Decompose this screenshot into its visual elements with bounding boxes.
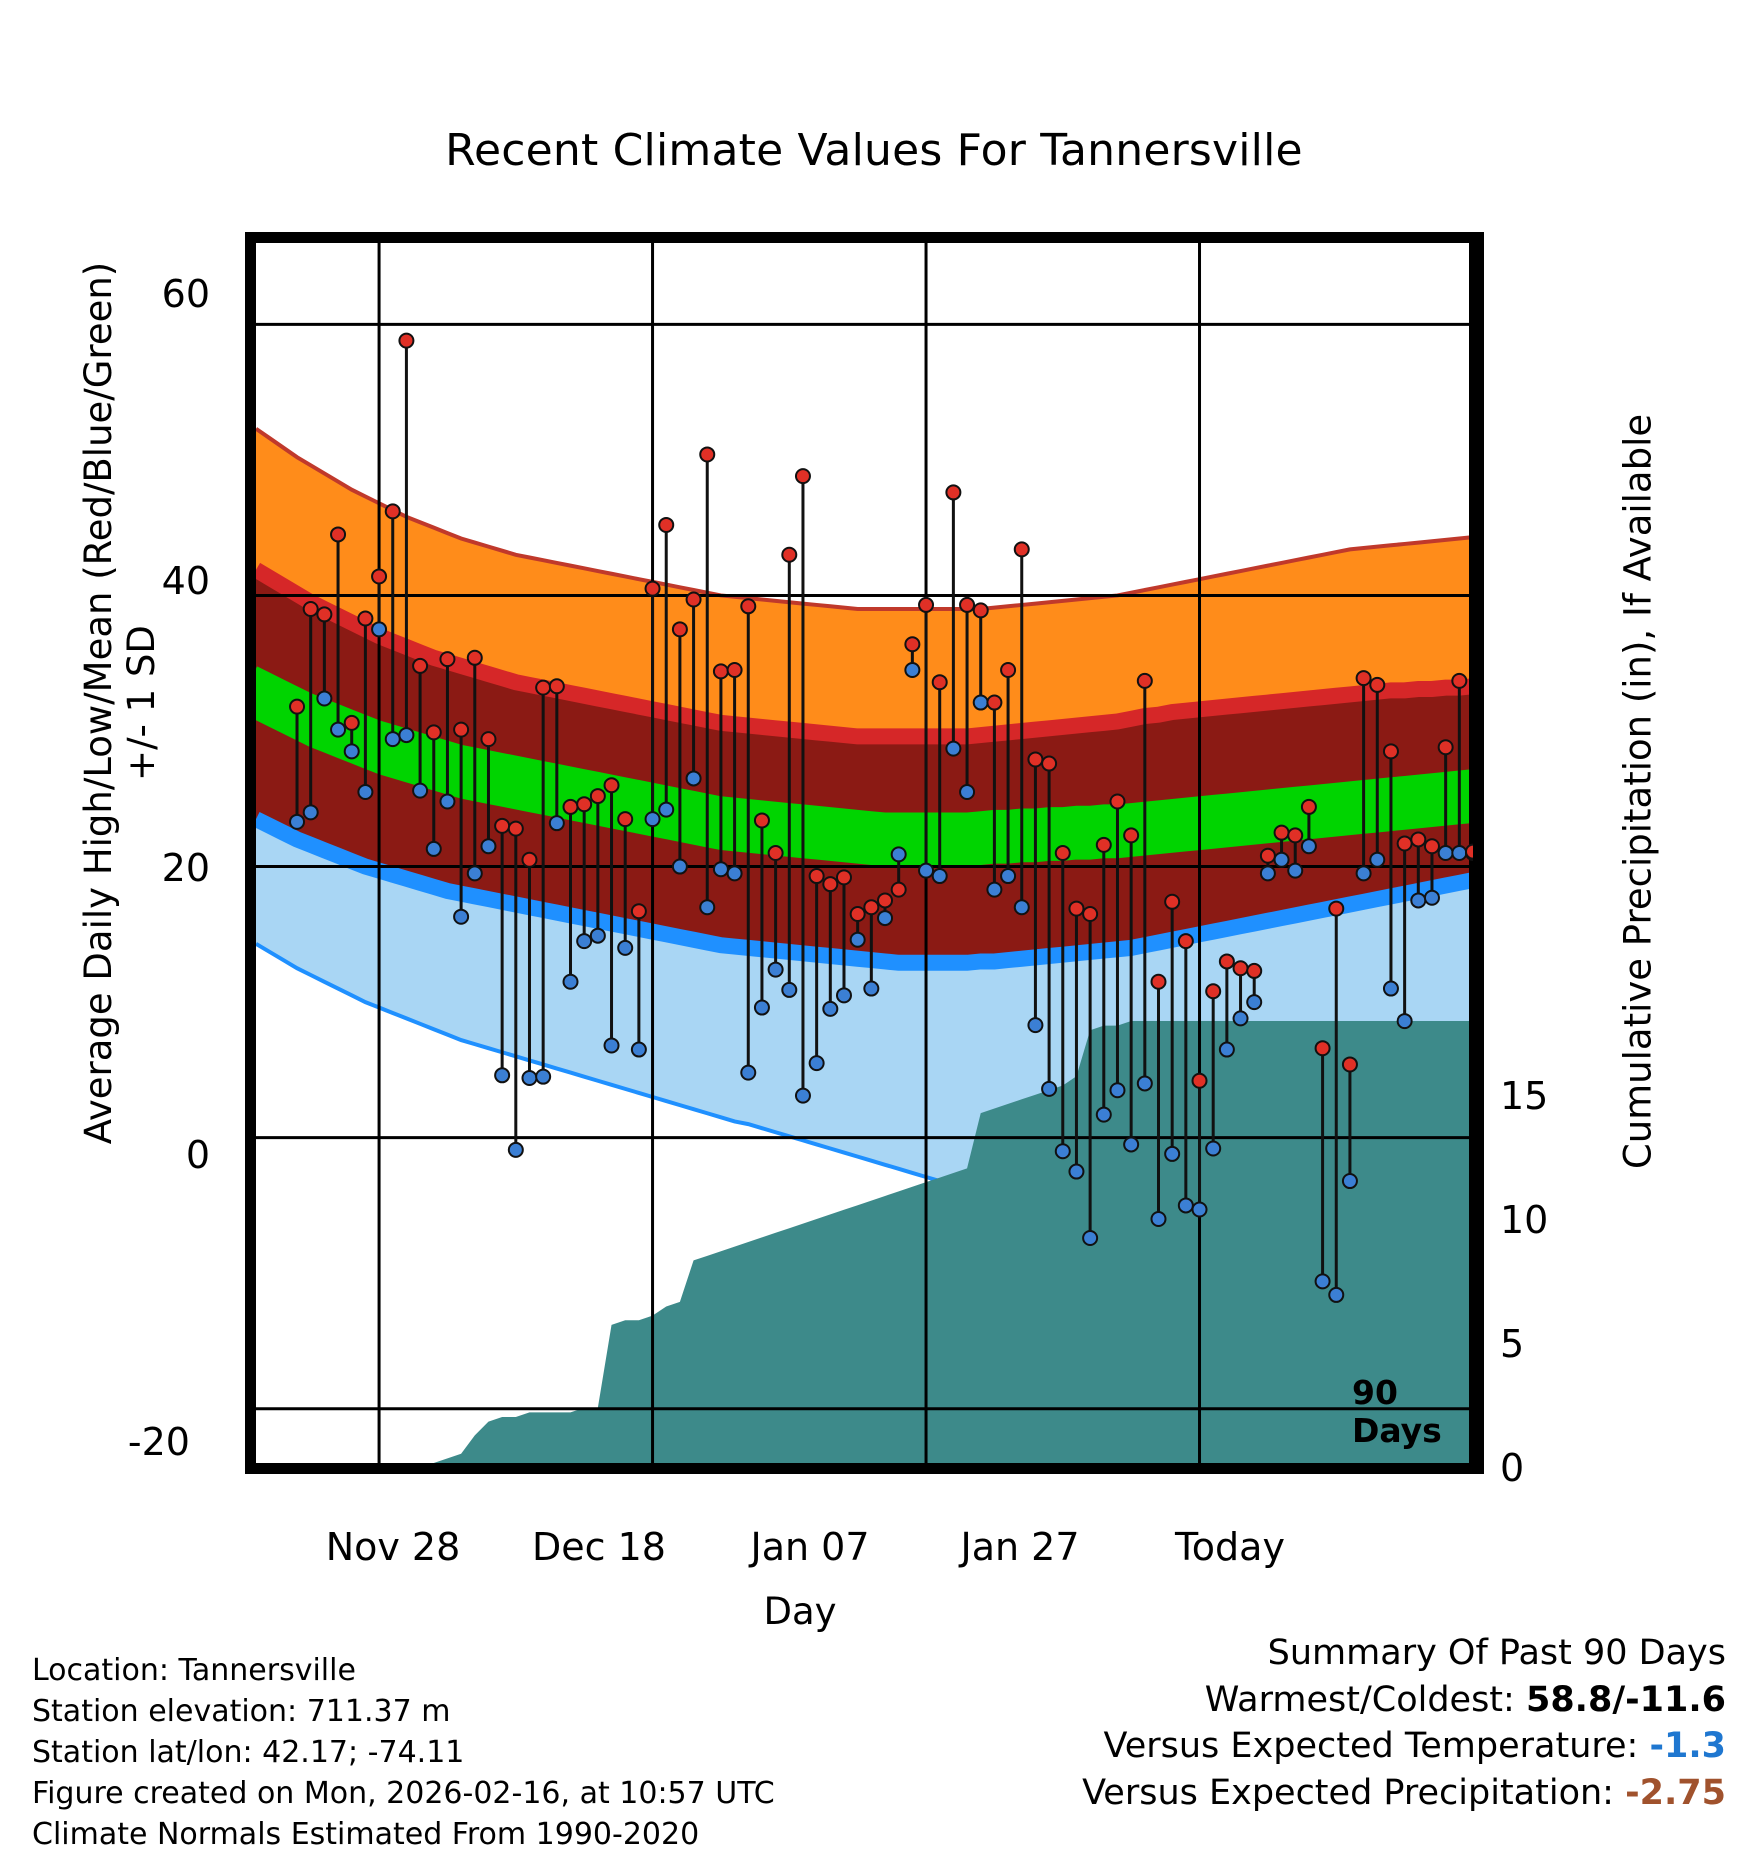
- y-tick-left-40: 40: [161, 559, 210, 603]
- y-tick-left-20: 20: [161, 846, 210, 890]
- x-tick-jan-27: Jan 27: [960, 1525, 1080, 1569]
- page-title: Recent Climate Values For Tannersville: [445, 125, 1303, 176]
- y-axis-label-left: Average Daily High/Low/Mean (Red/Blue/Green) +/- 1 SD: [77, 261, 163, 1145]
- annotation-90-days-line2: Days: [1352, 1411, 1442, 1450]
- summary-panel: [1082, 1630, 1726, 1816]
- footer-normals: Climate Normals Estimated From 1990-2020: [32, 1817, 700, 1853]
- climate-plot: [256, 243, 1473, 1463]
- plot-area: [245, 232, 1484, 1474]
- footer-location: Location: Tannersville: [32, 1653, 356, 1688]
- summary-versus-precip-label: Versus Expected Precipitation:: [1082, 1772, 1614, 1813]
- summary-versus-temp: [1082, 1723, 1726, 1770]
- y-tick-right-5: 5: [1500, 1322, 1525, 1366]
- summary-warmest-coldest: [1082, 1677, 1726, 1724]
- summary-warmest-coldest-label: Warmest/Coldest:: [1204, 1679, 1515, 1720]
- x-tick-nov-28: Nov 28: [325, 1525, 461, 1569]
- summary-warmest-coldest-value: 58.8/-11.6: [1525, 1679, 1726, 1720]
- footer-latlon: Station lat/lon: 42.17; -74.11: [32, 1735, 465, 1771]
- footer-metadata: [32, 1650, 775, 1855]
- y-tick-right-15: 15: [1500, 1074, 1549, 1118]
- y-tick-right-10: 10: [1500, 1198, 1549, 1242]
- y-tick-left-60: 60: [161, 272, 210, 316]
- summary-versus-precip: [1082, 1770, 1726, 1817]
- x-axis-label: Day: [763, 1590, 837, 1633]
- summary-versus-temp-value: -1.3: [1649, 1726, 1726, 1767]
- footer-elevation: Station elevation: 711.37 m: [32, 1694, 451, 1730]
- y-tick-right-0: 0: [1500, 1446, 1525, 1490]
- summary-versus-precip-value: -2.75: [1625, 1772, 1726, 1813]
- x-tick-jan-07: Jan 07: [750, 1525, 870, 1569]
- footer-created: Figure created on Mon, 2026-02-16, at 10:57 UTC: [32, 1776, 775, 1812]
- y-tick-left--20: -20: [127, 1420, 190, 1464]
- y-tick-left-0: 0: [185, 1133, 210, 1177]
- y-axis-label-right: Cumulative Precipitation (in), If Available: [1616, 413, 1660, 1170]
- summary-versus-temp-label: Versus Expected Temperature:: [1103, 1726, 1639, 1767]
- summary-heading: Summary Of Past 90 Days: [1267, 1633, 1726, 1673]
- x-tick-dec-18: Dec 18: [532, 1525, 666, 1569]
- annotation-90-days-line1: 90: [1352, 1373, 1398, 1412]
- x-tick-today: Today: [1175, 1525, 1285, 1569]
